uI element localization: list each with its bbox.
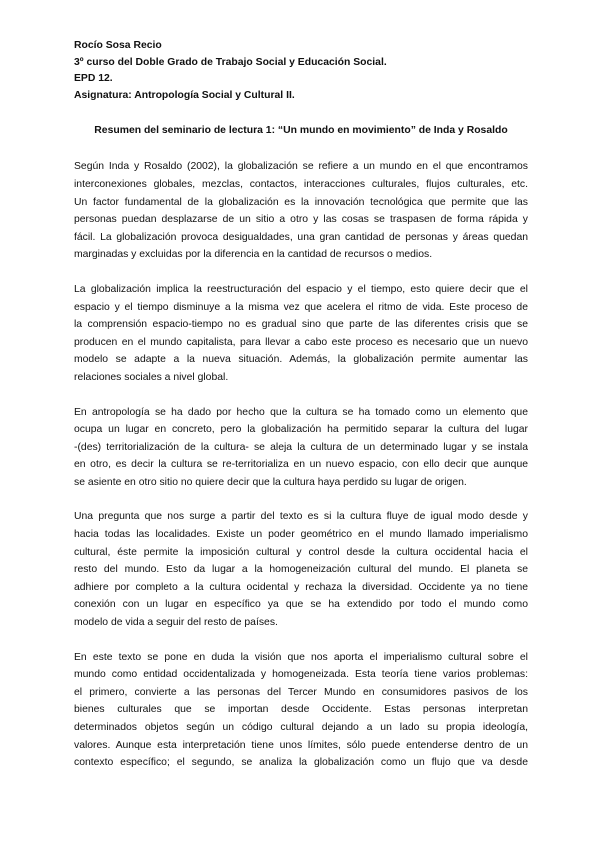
text-line: marginadas y excluidas por la diferencia en la cantidad de recursos o medios.	[74, 249, 433, 261]
text-line: conexión con un lugar en específico ya que se ha extendido por todo el mundo como	[74, 599, 528, 611]
text-line: el primero, convierte a las personas del Tercer Mundo en consumidores pasivos de los	[74, 686, 528, 698]
text-line: hacia todas las localidades. Existe un poder geométrico en el mundo llamado imperialismo	[74, 529, 528, 541]
paragraph-4	[74, 508, 528, 631]
text-line: adhiere por completo a la cultura ocidental y rechaza la diversidad. Occidente ya no tiene	[74, 581, 528, 593]
text-line: se asiente en otro sitio no quiere decir que la cultura haya perdido su lugar de origen.	[74, 476, 467, 488]
text-line: cultural, éste permite la imposición cultural y control desde la cultura occidental hacia el	[74, 546, 528, 558]
text-line: -(des) territorialización de la cultura- se aleja la cultura de un determinado lugar y se instala	[74, 441, 528, 453]
text-line: Según Inda y Rosaldo (2002), la globalización se refiere a un mundo en el que encontramos	[74, 161, 528, 173]
text-line: fácil. La globalización provoca desigualdades, una gran cantidad de personas y áreas quedan	[74, 231, 528, 243]
author-name: Rocío Sosa Recio	[74, 40, 162, 51]
document-body	[74, 158, 528, 771]
epd-line: EPD 12.	[74, 73, 113, 85]
text-line: espacio y el tiempo disminuye a la misma vez que acelera el ritmo de vida. Este proceso de	[74, 301, 528, 313]
text-line: en otro, es decir la cultura se re-territorializa en un nuevo espacio, con ello decir que aunque	[74, 459, 528, 471]
text-line: la comprensión espacio-tiempo no es gradual sino que parte de las diferentes crisis que se	[74, 319, 528, 331]
text-line: producen en el mundo capitalista, para llevar a cabo este proceso es necesario que un nuevo	[74, 336, 528, 348]
paragraph-1	[74, 158, 528, 264]
text-line: modelo se adapte a la nueva situación. Además, la globalización permite aumentar las	[74, 354, 528, 366]
subject-line: Asignatura: Antropología Social y Cultural II.	[74, 89, 295, 101]
text-line: bienes culturales que se importan desde Occidente. Estas personas interpretan	[74, 704, 528, 716]
text-line: interconexiones globales, mezclas, contactos, interacciones culturales, flujos culturales, etc.	[74, 178, 528, 190]
text-line: ocupa un lugar en concreto, pero la globalización ha permitido separar la cultura del lugar	[74, 424, 528, 436]
text-line: modelo de vida a seguir del resto de países.	[74, 617, 278, 629]
paragraph-2	[74, 281, 528, 387]
text-line: resto del mundo. Esto da lugar a la homogeneización cultural del mundo. El planeta se	[74, 564, 528, 576]
text-line: Una pregunta que nos surge a partir del texto es si la cultura fluye de igual modo desde y	[74, 511, 528, 523]
text-line: personas puedan desplazarse de un sitio a otro y las cosas se traspasen de forma rápida y	[74, 214, 528, 226]
course-line: 3º curso del Doble Grado de Trabajo Social y Educación Social.	[74, 56, 387, 68]
text-line: contexto específico; el segundo, se analiza la globalización como un flujo que va desde	[74, 757, 528, 769]
text-line: relaciones sociales a nivel global.	[74, 371, 229, 383]
document-header	[74, 38, 528, 104]
document-title: Resumen del seminario de lectura 1: “Un mundo en movimiento” de Inda y Rosaldo	[94, 125, 508, 137]
paragraph-5	[74, 649, 528, 772]
text-line: En antropología se ha dado por hecho que la cultura se ha tomado como un elemento que	[74, 406, 528, 418]
text-line: En este texto se pone en duda la visión que nos aporta el imperialismo cultural sobre el	[74, 651, 528, 663]
text-line: determinados objetos según un código cultural dejando a un lado su propia ideología,	[74, 722, 528, 733]
text-line: mundo como entidad occidentalizada y homogeneizada. Esta teoría tiene varios problemas:	[74, 669, 528, 681]
text-line: La globalización implica la reestructuración del espacio y el tiempo, esto quiere decir que el	[74, 283, 528, 295]
document-page	[74, 38, 528, 789]
text-line: Un factor fundamental de la globalización es la innovación tecnológica que permite que las	[74, 196, 528, 208]
paragraph-3	[74, 404, 528, 492]
text-line: valores. Aunque esta interpretación tiene unos límites, sólo puede entenderse dentro de un	[74, 739, 528, 751]
